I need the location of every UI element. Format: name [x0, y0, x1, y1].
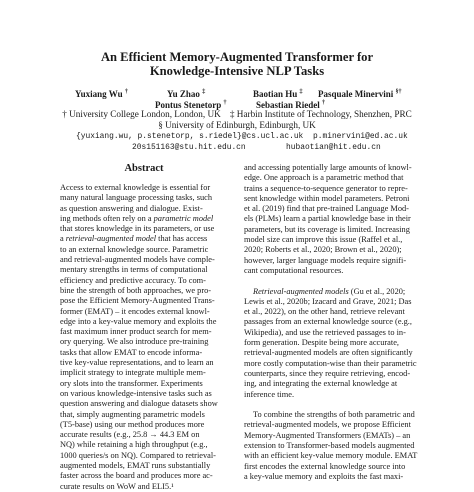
- affiliation-line-1: † University College London, London, UK ‡ Harbin Institute of Technology, Shenzhen, PRC: [62, 109, 412, 119]
- intro-paragraph-2-line: Wikipedia), and use the retrieved passages to in-: [244, 327, 406, 337]
- author-name: Yu Zhao: [167, 89, 200, 99]
- author-yuxiang-wu: [75, 87, 128, 100]
- intro-paragraph-2-line: counterparts, since they require retrieving, encod-: [244, 368, 411, 378]
- intro-paragraph-1-line: cant computational resources.: [244, 265, 344, 275]
- abstract-line: fast maximum inner product search for mem-: [60, 327, 212, 337]
- intro-paragraph-3-line: extension to Transformer-based models augmented: [244, 441, 415, 451]
- intro-paragraph-3-line: with an efficient key-value memory module. EMAT: [244, 451, 418, 461]
- abstract-line: tasks that allow EMAT to encode informa-: [60, 347, 203, 357]
- intro-paragraph-2-line: retrieval-augmented models are often significantly: [244, 348, 413, 358]
- author-affiliation-mark: ‡: [202, 89, 206, 95]
- abstract-line: ory slots into the transformer. Experiments: [60, 378, 203, 388]
- intro-paragraph-2-line: Retrieval-augmented models (Gu et al., 2020;: [253, 286, 406, 296]
- affiliation-line-2: § University of Edinburgh, Edinburgh, UK: [158, 120, 316, 130]
- abstract-line: ory querying. We also introduce pre-training: [60, 337, 209, 347]
- intro-paragraph-2-line: et al., 2022), on the other hand, retrieve relevant: [244, 307, 405, 317]
- intro-paragraph-1-line: edge. One approach is a parametric method that: [244, 173, 404, 183]
- abstract-line: on various knowledge-intensive tasks such as: [60, 388, 212, 398]
- abstract-line: to an external knowledge source. Parametric: [60, 244, 209, 254]
- intro-paragraph-3-line: To combine the strengths of both parametric and: [253, 410, 415, 420]
- abstract-line: that, simply augmenting parametric models: [60, 409, 205, 419]
- abstract-line: NQ) while retaining a high throughput (e.g.,: [60, 440, 208, 450]
- paragraph-gap: [244, 276, 418, 286]
- author-affiliation-mark: †: [322, 100, 326, 106]
- abstract-line: tive key-value representations, and to learn an: [60, 358, 214, 368]
- email-edinburgh: p.minervini@ed.ac.uk: [313, 132, 408, 141]
- abstract-line: augmented models, EMAT runs substantially: [60, 461, 211, 471]
- intro-paragraph-1-line: and accessing potentially large amounts of knowl-: [244, 163, 412, 172]
- paragraph-gap: [244, 400, 418, 410]
- abstract-line: bine the strength of both approaches, we pro-: [60, 285, 212, 295]
- intro-paragraph-1-line: els (PLMs) learn a partial knowledge base in their: [244, 214, 411, 224]
- abstract-heading: Abstract: [124, 163, 164, 174]
- abstract-line: faster across the board and produces more ac-: [60, 471, 213, 481]
- email-ucl: {yuxiang.wu, p.stenetorp, s.riedel}@cs.ucl.ac.uk: [76, 132, 304, 141]
- intro-paragraph-1-line: sent knowledge within model parameters. Petroni: [244, 193, 410, 203]
- abstract-line: edge into a key-value memory and exploits the: [60, 316, 217, 326]
- abstract-line: many natural language processing tasks, such: [60, 193, 213, 203]
- intro-paragraph-1-line: parameters, but its coverage is limited. Increasing: [244, 224, 410, 234]
- intro-paragraph-1-line: model size can improve this issue (Raffel et al.,: [244, 235, 403, 245]
- author-name: Sebastian Riedel: [256, 100, 320, 110]
- abstract-line: pose the Efficient Memory-Augmented Trans-: [60, 296, 215, 306]
- intro-paragraph-3-line: Memory-Augmented Transformers (EMATs) – an: [244, 430, 411, 440]
- paper-title-line-2: Knowledge-Intensive NLP Tasks: [149, 64, 325, 78]
- author-affiliation-mark: †: [223, 100, 227, 106]
- intro-paragraph-2-line: inference time.: [244, 389, 295, 399]
- abstract-line: (T5-base) using our method produces more: [60, 419, 205, 429]
- abstract-line: former (EMAT) – it encodes external knowl-: [60, 306, 210, 316]
- intro-paragraph-2-line: passages from an external knowledge source (e.g.,: [244, 317, 412, 327]
- introduction-body: [244, 163, 418, 482]
- intro-paragraph-2-line: Lewis et al., 2020b; Izacard and Grave, 2021; Das: [244, 296, 412, 306]
- intro-paragraph-1-line: trains a sequence-to-sequence generator to repre-: [244, 183, 408, 193]
- abstract-line: as question answering and dialogue. Exist-: [60, 203, 203, 213]
- author-affiliation-mark: ‡: [299, 89, 303, 95]
- intro-paragraph-3-line: retrieval-augmented models, we propose Efficient: [244, 420, 411, 430]
- email-hit-faculty: hubaotian@hit.edu.cn: [286, 143, 381, 152]
- author-name: Yuxiang Wu: [75, 89, 123, 99]
- author-name: Pontus Stenetorp: [155, 100, 222, 110]
- intro-paragraph-2-line: ing, and integrating the external knowledge at: [244, 379, 398, 389]
- abstract-line: accurate results (e.g., 25.8 → 44.3 EM on: [60, 430, 200, 440]
- intro-paragraph-1-line: however, larger language models require signifi-: [244, 255, 407, 265]
- abstract-line: curate results on WoW and ELI5.¹: [60, 481, 174, 491]
- abstract-line: and retrieval-augmented models have comple-: [60, 255, 215, 265]
- abstract-line: efficiency and predictive accuracy. To com-: [60, 275, 206, 285]
- abstract-line: that stores knowledge in its parameters, or use: [60, 224, 215, 234]
- intro-paragraph-3-line: first encodes the external knowledge source into: [244, 461, 406, 471]
- intro-paragraph-1-line: 2020; Roberts et al., 2020; Brown et al., 2020);: [244, 245, 402, 255]
- paper-title-line-1: An Efficient Memory-Augmented Transformer for: [100, 50, 374, 64]
- abstract-line: a retrieval-augmented model that has access: [60, 234, 208, 244]
- abstract-line: question answering and dialogue datasets show: [60, 399, 218, 409]
- author-affiliation-mark: †: [124, 89, 128, 95]
- intro-paragraph-1-line: et al. (2019) find that pre-trained Language Mod-: [244, 204, 409, 214]
- author-name: Pasquale Minervini: [318, 89, 394, 99]
- abstract-body: [60, 183, 228, 492]
- intro-paragraph-2-line: more costly computation-wise than their parametric: [244, 358, 417, 368]
- abstract-line: ing methods often rely on a parametric model: [60, 213, 214, 223]
- abstract-line: implicit strategy to integrate multiple mem-: [60, 368, 206, 378]
- email-hit-student: 20s151163@stu.hit.edu.cn: [132, 143, 246, 152]
- abstract-line: 1000 queries/s on NQ). Compared to retrieval-: [60, 450, 216, 460]
- abstract-line: Access to external knowledge is essential for: [60, 183, 211, 192]
- intro-paragraph-3-line: a key-value memory and exploits the fast maxi-: [244, 471, 404, 481]
- author-affiliation-mark: §†: [395, 89, 402, 95]
- author-pasquale-minervini: [318, 87, 402, 100]
- author-name: Baotian Hu: [253, 89, 298, 99]
- intro-paragraph-2-line: form generation. Despite being more accurate,: [244, 338, 399, 348]
- abstract-line: mentary strengths in terms of computational: [60, 265, 208, 275]
